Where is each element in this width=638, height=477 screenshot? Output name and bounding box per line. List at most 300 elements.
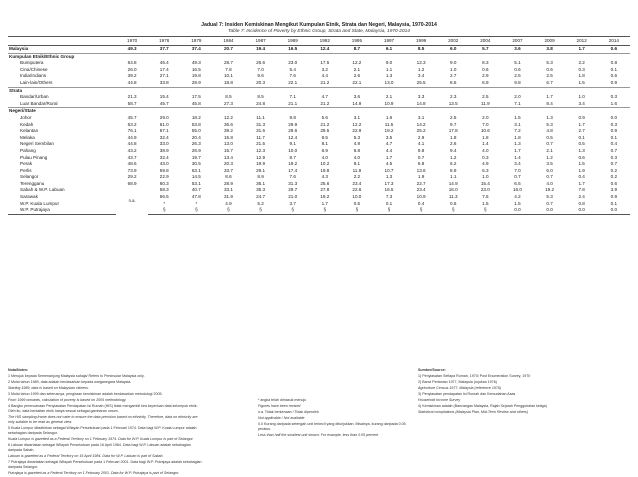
value-cell: 0.1 (610, 66, 618, 72)
value-cell: 46.4 (159, 60, 169, 66)
value-cell: 14.9 (448, 180, 458, 186)
value-cell: 43.2 (127, 147, 137, 153)
value-cell: 3.2 (321, 66, 328, 72)
value-cell: 13.0 (223, 141, 233, 147)
table-row (8, 128, 630, 135)
value-cell: 2.5 (546, 73, 553, 79)
row-label: Cina/Chinese (20, 66, 48, 72)
value-cell: 7.0 (257, 66, 264, 72)
value-cell (212, 108, 244, 115)
value-cell: 19.2 (320, 194, 330, 200)
value-cell: 2.1 (353, 66, 361, 72)
value-cell: 4.4 (385, 147, 393, 153)
row-label: Kumpulan Etnik/Ethnic Group (9, 53, 75, 59)
value-cell: 22.1 (341, 80, 373, 87)
year-header: 2009 (534, 37, 566, 46)
value-cell: 3.1 (514, 121, 521, 127)
note-line: The HIS sampling frame does not cater to ensure the data precision based on ethnicity. Therefore, data on ethnicity are only suitable to be read as general view. (8, 415, 198, 424)
value-cell: 33.7 (223, 167, 233, 173)
value-cell: 4.2 (514, 194, 521, 200)
note-line: 6 Labuan diwartakan sebagai Wilayah Persekutuan pada 16 April 1984. Data bagi W.P. Labuan adalah sebahagian daripada Sabah. (8, 443, 191, 452)
value-cell: 11.5 (384, 121, 394, 127)
value-cell (469, 87, 501, 94)
value-cell: 1.7 (578, 121, 585, 127)
value-cell: 4.7 (321, 94, 328, 100)
year-header: 2014 (598, 37, 630, 46)
value-cell: 2.3 (450, 94, 457, 100)
value-cell: 5.7 (469, 46, 501, 54)
row-label: Melaka (20, 134, 35, 140)
note-line: 5 Kuala Lumpur ditadbirkan sebagai Wilayah Persekutuan pada 1 Februari 1974. Data bagi W.P. Kuala Lumpur adalah sebahagian daripada Selangor. (8, 426, 197, 435)
value-cell (534, 87, 566, 94)
value-cell: 7.5 (482, 194, 489, 200)
value-cell: 45.8 (180, 101, 212, 108)
value-cell: 22.9 (352, 128, 362, 134)
source-line: 3) Penyiasatan pendapatan Isi Rumah dan Kemudahan Asas (418, 392, 516, 396)
note-line: 3 Mulai tahun 1999 dan seterusnya, pengiraan kemiskinan adalah berdasarkan metodologi 2005. (8, 392, 163, 396)
value-cell: 7.2 (514, 128, 521, 134)
note-line: 4 Bangku perencanaan Penyiasatan Pendapatan Isi Rumah (HIS) tidak mengambil kira keperluan data kelompok etnik. Oleh itu, data berkaitan etnik hanya sesuai sebagai gambaran umum. (8, 404, 198, 413)
value-cell: 8.5 (225, 94, 232, 100)
value-cell: 0.6 (482, 66, 489, 72)
value-cell: 0.7 (514, 174, 521, 180)
value-cell (277, 53, 309, 60)
value-cell: 4.5 (385, 161, 393, 167)
value-cell (501, 53, 533, 60)
value-cell: 37.7 (148, 46, 180, 54)
value-cell: 11.9 (469, 101, 501, 108)
value-cell: 20.4 (191, 134, 201, 140)
value-cell: 9.8 (417, 147, 425, 153)
row-label: Kedah (20, 121, 34, 127)
value-cell: 4.0 (353, 154, 361, 160)
value-cell: 3.3 (417, 94, 425, 100)
value-cell: 1.8 (450, 134, 457, 140)
value-cell: § (148, 207, 180, 214)
value-cell: 2.9 (482, 73, 489, 79)
table-row (8, 60, 630, 67)
value-cell: 0.9 (598, 80, 630, 87)
value-cell: 9.8 (289, 114, 296, 120)
value-cell: 45.7 (127, 114, 137, 120)
value-cell: 6.0 (437, 46, 469, 54)
value-cell: 10.6 (480, 128, 490, 134)
table-title: Jadual 7: Insiden Kemiskinan Mengikut Kumpulan Etnik, Strata dan Negeri, Malaysia, 1970-2014 (201, 22, 437, 28)
value-cell: 5.3 (546, 60, 553, 66)
value-cell: 6.1 (373, 46, 405, 54)
value-cell: 0.8 (578, 200, 585, 206)
value-cell (277, 87, 309, 94)
notes-heading: Nota/Notes: (8, 368, 29, 372)
value-cell: 15.4 (159, 94, 169, 100)
value-cell: 26.9 (191, 147, 201, 153)
value-cell: 47.8 (191, 194, 201, 200)
value-cell: 33.8 (148, 80, 180, 87)
value-cell: 49.3 (116, 46, 148, 54)
value-cell: 32.4 (159, 134, 169, 140)
value-cell: 0.6 (514, 66, 521, 72)
value-cell (437, 87, 469, 94)
value-cell: 15.7 (223, 147, 233, 153)
value-cell: 0.5 (353, 200, 361, 206)
value-cell: 19.2 (288, 161, 298, 167)
value-cell: 32.4 (159, 154, 169, 160)
value-cell: 0.0 (598, 207, 630, 214)
value-cell (566, 87, 598, 94)
value-cell: 0.9 (610, 128, 618, 134)
note-line: Figures have been revised (258, 404, 301, 408)
table-row (8, 80, 630, 87)
value-cell: 2.2 (578, 60, 585, 66)
value-cell: 1.7 (566, 46, 598, 54)
value-cell: 36.6 (223, 121, 233, 127)
table-row (8, 194, 630, 201)
value-cell: 11.1 (256, 114, 265, 120)
value-cell: * (195, 200, 198, 206)
value-cell: 48.6 (127, 161, 137, 167)
value-cell: 7.3 (385, 194, 393, 200)
value-cell: 35.3 (256, 187, 266, 193)
value-cell: 0.6 (546, 66, 553, 72)
value-cell: 1.2 (450, 154, 457, 160)
value-cell: 53.1 (191, 180, 201, 186)
value-cell: 9.8 (501, 80, 533, 87)
value-cell: 0.7 (546, 141, 553, 147)
value-cell: 19.9 (256, 161, 266, 167)
value-cell: § (405, 207, 437, 214)
value-cell: 19.2 (545, 187, 555, 193)
row-label: W.P. Putrajaya (8, 207, 116, 214)
value-cell (116, 108, 148, 115)
year-header: 1976 (148, 37, 180, 46)
value-cell: 64.8 (127, 60, 137, 66)
value-cell: 0.3 (578, 66, 585, 72)
value-cell: 10.9 (373, 101, 405, 108)
value-cell: 8.6 (225, 174, 232, 180)
table-row (8, 122, 630, 129)
value-cell: 1.7 (385, 154, 393, 160)
value-cell: 8.5 (437, 80, 469, 87)
value-cell (148, 53, 180, 60)
note-line: Starting 1989, data is based on Malaysian citizens. (8, 386, 89, 390)
value-cell (405, 53, 437, 60)
value-cell: 0.7 (610, 161, 618, 167)
value-cell: § (212, 207, 244, 214)
value-cell: 25.5 (405, 80, 437, 87)
value-cell (212, 53, 244, 60)
row-label: Sabah & W.P. Labuan (20, 187, 65, 193)
value-cell: 49.3 (191, 60, 201, 66)
value-cell: 7.6 (289, 73, 296, 79)
value-cell: 0.5 (578, 141, 585, 147)
source-line: Agriculture Census 1977, Malaysia (reference 1976) (418, 386, 502, 390)
value-cell (437, 53, 469, 60)
value-cell: 1.4 (482, 141, 489, 147)
value-cell: 29.1 (256, 167, 266, 173)
table-row (8, 73, 630, 80)
value-cell: 3.5 (546, 161, 553, 167)
value-cell: 12.4 (309, 46, 341, 54)
value-cell: 16.5 (191, 66, 201, 72)
value-cell: 17.8 (448, 128, 458, 134)
year-header: 1984 (212, 37, 244, 46)
value-cell: § (309, 207, 341, 214)
value-cell: 38.9 (159, 147, 169, 153)
row-label: Luar Bandar/Rural (8, 101, 116, 108)
value-cell: 0.7 (417, 154, 425, 160)
value-cell (245, 108, 277, 115)
year-header: 1999 (405, 37, 437, 46)
value-cell: 0.7 (610, 147, 618, 153)
not-available-cell: n.a. (128, 197, 136, 203)
value-cell: 8.4 (534, 101, 566, 108)
value-cell: 0.4 (417, 200, 425, 206)
value-cell (437, 108, 469, 115)
value-cell: 1.7 (546, 94, 553, 100)
value-cell (598, 53, 630, 60)
value-cell: 26.0 (127, 66, 137, 72)
value-cell: 20.7 (212, 46, 244, 54)
source-heading: Sumber/Source: (418, 368, 446, 372)
value-cell: 31.3 (256, 121, 266, 127)
value-cell (373, 87, 405, 94)
value-cell: 63.1 (191, 167, 201, 173)
value-cell: 24.7 (256, 194, 266, 200)
value-cell: 20.3 (245, 80, 277, 87)
value-cell: 0.1 (610, 200, 618, 206)
value-cell (566, 53, 598, 60)
row-label: Pahang (20, 147, 36, 153)
value-cell: 1.5 (514, 200, 521, 206)
row-label: Johor (20, 114, 32, 120)
value-cell: 0.3 (610, 94, 618, 100)
value-cell: 9.6 (257, 73, 264, 79)
value-cell: 44.9 (127, 134, 137, 140)
note-line: * angka telah dimasuk menuju (258, 398, 307, 402)
value-cell: 27.8 (320, 187, 330, 193)
year-header: 1970 (116, 37, 148, 46)
value-cell: 2.5 (514, 73, 521, 79)
value-cell: 0.1 (385, 200, 393, 206)
value-cell (341, 87, 373, 94)
value-cell: 14.5 (191, 174, 201, 180)
value-cell: 1.5 (566, 80, 598, 87)
value-cell: 6.0 (546, 167, 553, 173)
value-cell: 1.9 (417, 174, 425, 180)
value-cell: 7.8 (225, 66, 232, 72)
value-cell: 0.2 (610, 167, 618, 173)
value-cell: 0.7 (546, 200, 553, 206)
value-cell: 59.8 (159, 167, 169, 173)
value-cell: 7.0 (482, 121, 489, 127)
table-row (8, 168, 630, 175)
note-line: Not applicable / Not available (258, 416, 305, 420)
value-cell: 12.2 (352, 121, 362, 127)
value-cell: 3.5 (385, 134, 393, 140)
value-cell: 33.1 (223, 187, 233, 193)
value-cell: 8.9 (450, 167, 457, 173)
value-cell: 25.2 (416, 128, 426, 134)
value-cell: 16.0 (448, 187, 458, 193)
value-cell: 1.4 (514, 154, 521, 160)
value-cell: 8.7 (341, 46, 373, 54)
row-label: Bumiputera (20, 60, 44, 66)
value-cell: 11.8 (352, 167, 362, 173)
value-cell: 2.6 (353, 73, 361, 79)
value-cell: 31.3 (288, 180, 298, 186)
value-cell: 26.3 (191, 141, 201, 147)
value-cell: 0.9 (610, 194, 618, 200)
value-cell: 1.0 (578, 94, 585, 100)
value-cell: 28.9 (223, 180, 233, 186)
value-cell: 39.2 (223, 128, 233, 134)
notes-right (418, 368, 632, 416)
value-cell: 9.1 (353, 161, 361, 167)
value-cell: 19.2 (384, 128, 394, 134)
value-cell: 18.2 (191, 114, 201, 120)
note-line: 7 Putrajaya diwartakan sebagai Wilayah Persekutuan pada 1 Februari 2001. Data bagi W.P. Putrajaya adalah sebahagian daripada Selangor. (8, 460, 202, 469)
table-row (8, 201, 630, 208)
table-row (8, 161, 630, 168)
year-header: 2004 (469, 37, 501, 46)
value-cell: 12.3 (416, 60, 426, 66)
row-label: Kelantan (20, 128, 39, 134)
value-cell: 8.1 (321, 141, 328, 147)
value-cell: 20.3 (223, 161, 233, 167)
value-cell: 14.9 (341, 101, 373, 108)
year-header: 1997 (373, 37, 405, 46)
value-cell: 0.1 (578, 134, 585, 140)
value-cell: 2.7 (450, 73, 457, 79)
value-cell: 10.1 (223, 73, 233, 79)
value-cell: 0.6 (598, 46, 630, 54)
value-cell: 22.6 (352, 187, 362, 193)
source-line: Household Income Survey (418, 398, 461, 402)
value-cell: 0.4 (610, 141, 618, 147)
value-cell: 0.1 (610, 134, 618, 140)
value-cell: 7.1 (289, 94, 296, 100)
value-cell: 27.1 (159, 73, 169, 79)
value-cell: 8.5 (405, 46, 437, 54)
value-cell: 9.7 (450, 121, 457, 127)
table-row (8, 148, 630, 155)
value-cell: 1.3 (514, 141, 521, 147)
value-cell: § (469, 207, 501, 214)
value-cell: 15.8 (223, 134, 233, 140)
value-cell: 0.0 (501, 207, 533, 214)
value-cell: 4.4 (321, 73, 328, 79)
value-cell: 1.3 (385, 73, 393, 79)
value-cell (469, 53, 501, 60)
value-cell: 5.6 (321, 114, 328, 120)
value-cell: 0.6 (610, 73, 618, 79)
value-cell: 6.8 (417, 161, 425, 167)
value-cell: 9.4 (450, 147, 457, 153)
value-cell: 10.9 (416, 194, 426, 200)
table-row (8, 181, 630, 188)
value-cell: 19.8 (191, 73, 201, 79)
value-cell (116, 53, 148, 60)
value-cell: 5.1 (514, 60, 521, 66)
value-cell: 3.6 (353, 94, 361, 100)
value-cell: 1.0 (482, 174, 489, 180)
value-cell: 0.8 (610, 60, 618, 66)
table-row (8, 94, 630, 101)
value-cell: 0.0 (610, 114, 618, 120)
value-cell: 1.2 (417, 66, 425, 72)
value-cell: 0.4 (578, 174, 585, 180)
value-cell: 13.6 (416, 167, 426, 173)
value-cell: 11.7 (256, 134, 265, 140)
value-cell: 1.5 (514, 114, 521, 120)
value-cell: 36.1 (256, 180, 266, 186)
value-cell: 2.9 (417, 134, 425, 140)
value-cell: 3.4 (514, 161, 521, 167)
value-cell: 17.5 (191, 94, 201, 100)
value-cell: 4.9 (482, 161, 489, 167)
value-cell: 17.5 (320, 60, 330, 66)
value-cell: 4.9 (225, 200, 232, 206)
value-cell: 55.0 (191, 128, 201, 134)
value-cell: 14.2 (416, 121, 426, 127)
value-cell (180, 108, 212, 115)
value-cell: 31.6 (256, 128, 266, 134)
value-cell: 11.3 (448, 194, 458, 200)
value-cell (598, 87, 630, 94)
value-cell: 0.6 (610, 180, 618, 186)
value-cell (309, 108, 341, 115)
value-cell: 76.1 (127, 128, 137, 134)
year-header: 1989 (277, 37, 309, 46)
value-cell: 0.0 (566, 207, 598, 214)
note-line: Kuala Lumpur is gazetted as a Federal Territory on 1 February 1974. Data for W.P. Kuala Lumpur is part of Selangor. (8, 437, 194, 441)
value-cell: 1.8 (578, 73, 585, 79)
value-cell: 6.3 (482, 167, 489, 173)
value-cell: 37.4 (180, 46, 212, 54)
value-cell: 9.0 (450, 60, 457, 66)
value-cell (373, 108, 405, 115)
value-cell (180, 87, 212, 94)
value-cell: 16.5 (384, 187, 394, 193)
value-cell: 63.2 (127, 121, 137, 127)
note-line: 2 Mulai tahun 1989, data adalah berdasarkan kepada warganegara Malaysia. (8, 380, 132, 384)
row-label: Malaysia (8, 46, 116, 54)
value-cell: 29.7 (288, 187, 298, 193)
value-cell: 3.7 (289, 200, 296, 206)
value-cell: 4.0 (482, 147, 489, 153)
table-section-row (8, 87, 630, 94)
value-cell: 15.4 (480, 180, 490, 186)
value-cell (341, 108, 373, 115)
value-cell: 10.7 (384, 167, 394, 173)
value-cell: 17.4 (288, 167, 298, 173)
value-cell: 21.2 (309, 101, 341, 108)
value-cell: 31.9 (223, 194, 233, 200)
value-cell: 2.7 (578, 128, 585, 134)
value-cell: 43.0 (159, 161, 169, 167)
value-cell: 4.0 (321, 154, 328, 160)
value-cell: 22.7 (416, 180, 426, 186)
table-row (8, 67, 630, 74)
value-cell: 3.6 (501, 46, 533, 54)
value-cell: 1.5 (578, 161, 585, 167)
notes-left (8, 368, 204, 477)
value-cell: 29.0 (159, 114, 169, 120)
table-row (8, 101, 630, 108)
value-cell: 26.6 (256, 60, 266, 66)
value-cell: 1.2 (546, 154, 553, 160)
value-cell: 12.9 (256, 154, 266, 160)
